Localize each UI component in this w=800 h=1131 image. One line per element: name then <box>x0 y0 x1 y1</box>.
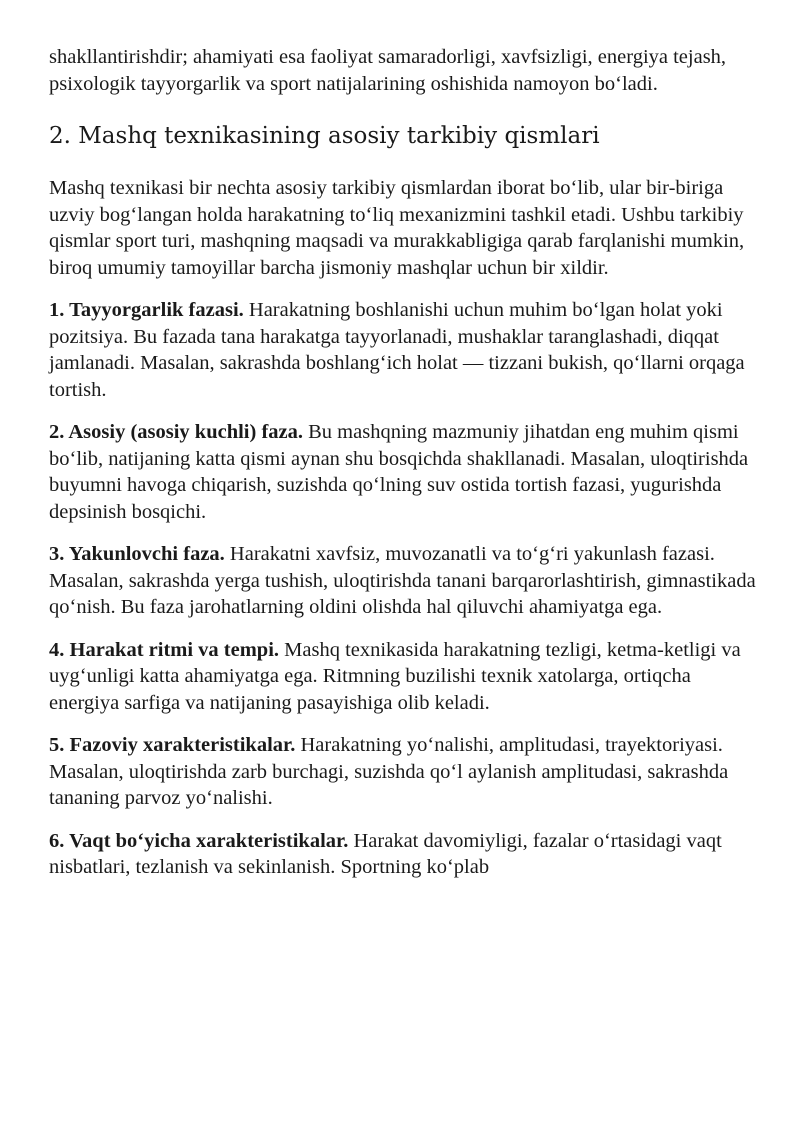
list-item <box>49 637 760 717</box>
list-item <box>49 419 760 525</box>
item-text: Mashq texnikasida harakatning tezligi, ketma-ketligi va uyg‘unligi katta ahamiyatga ega. Ritmning buzilishi texnik xatolarga, ortiqcha energiya sarfiga va natijaning pasayishiga olib keladi. <box>49 638 741 714</box>
item-text: Harakat davomiyligi, fazalar o‘rtasidagi vaqt nisbatlari, tezlanish va sekinlanish. Sportning ko‘plab <box>49 829 722 878</box>
list-item <box>49 297 760 403</box>
item-title: 2. Asosiy (asosiy kuchli) faza. <box>49 421 303 443</box>
item-title: 6. Vaqt bo‘yicha xarakteristikalar. <box>49 829 349 852</box>
item-title: 5. Fazoviy xarakteristikalar. <box>49 734 296 756</box>
section-paragraph: Mashq texnikasi bir nechta asosiy tarkibiy qismlardan iborat bo‘lib, ular bir-biriga uzviy bog‘langan holda harakatning to‘liq mexanizmini tashkil etadi. Ushbu tarkibiy qismlar sport turi, mashqning maqsadi va murakkabligiga qarab farqlanishi mumkin, biroq umumiy tamoyillar barcha jismoniy mashqlar uchun bir xildir. <box>49 177 745 279</box>
item-text: Harakatni xavfsiz, muvozanatli va to‘g‘ri yakunlash fazasi. Masalan, sakrashda yerga tushish, uloqtirishda tanani barqarorlashtirish, gimnastikada qo‘nish. Bu faza jarohatlarning oldini olishda hal qiluvchi ahamiyatga ega. <box>49 543 756 618</box>
item-text: Bu mashqning mazmuniy jihatdan eng muhim qismi bo‘lib, natijaning katta qismi aynan shu bosqichda shakllanadi. Masalan, uloqtirishda buyumni havoga chiqarish, suzishda qo‘lning suv ostida tortish fazasi, yugurishda depsinish bosqichi. <box>49 421 749 523</box>
list-item <box>49 732 760 812</box>
list-item <box>49 541 760 621</box>
item-title: 3. Yakunlovchi faza. <box>49 543 225 565</box>
item-title: 4. Harakat ritmi va tempi. <box>49 638 280 661</box>
item-text: Harakatning yo‘nalishi, amplitudasi, trayektoriyasi. Masalan, uloqtirishda zarb burchagi, suzishda qo‘l aylanish amplitudasi, sakrashda tananing parvoz yo‘nalishi. <box>49 734 729 809</box>
list-item <box>49 828 760 881</box>
intro-paragraph: shakllantirishdir; ahamiyati esa faoliyat samaradorligi, xavfsizligi, energiya tejash, psixologik tayyorgarlik va sport natijalarining oshishida namoyon bo‘ladi. <box>49 46 727 95</box>
item-title: 1. Tayyorgarlik fazasi. <box>49 299 244 321</box>
section-heading: 2. Mashq texnikasining asosiy tarkibiy qismlari <box>49 123 600 149</box>
item-text: Harakatning boshlanishi uchun muhim bo‘lgan holat yoki pozitsiya. Bu fazada tana harakatga tayyorlanadi, mushaklar taranglashadi, diqqat jamlanadi. Masalan, sakrashda boshlang‘ich holat — tizzani bukish, qo‘llarni orqaga tortish. <box>49 299 745 401</box>
